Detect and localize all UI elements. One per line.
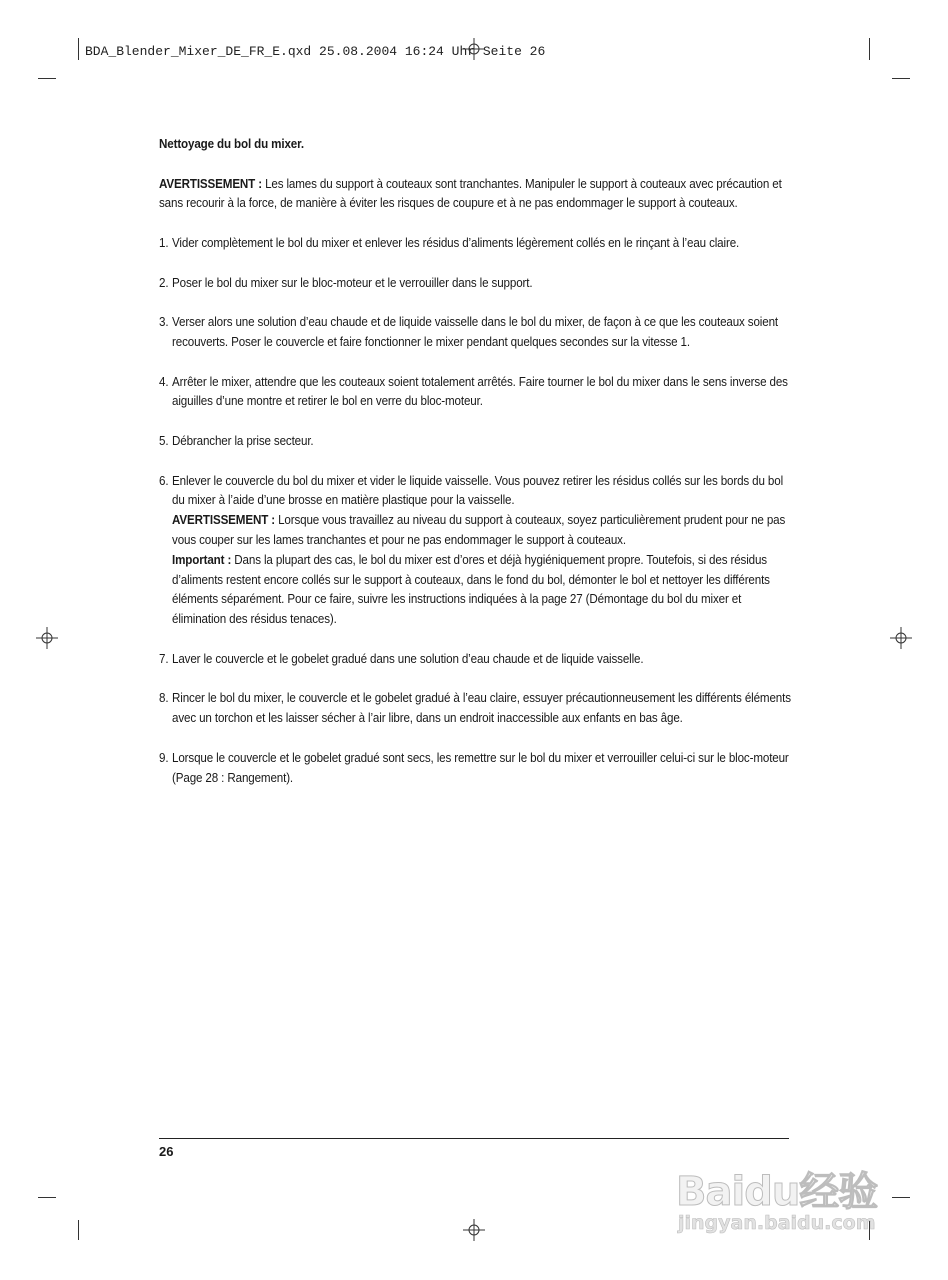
footer-divider (159, 1138, 789, 1139)
crop-mark (38, 1197, 56, 1198)
step-number: 2. (159, 275, 169, 290)
important-label: Important : (172, 552, 232, 567)
step-number: 6. (159, 473, 169, 488)
step-text: Lorsque le couvercle et le gobelet gradué sont secs, les remettre sur le bol du mixer et verrouiller celui-ci sur le bloc-moteur (Page 28 : Rangement). (172, 750, 789, 785)
list-item (159, 650, 791, 670)
list-item (159, 432, 791, 452)
step-text: Enlever le couvercle du bol du mixer et vider le liquide vaisselle. Vous pouvez retirer les résidus collés sur les bords du bol du mixer à l’aide d’une brosse en matière plastique pour la vaisselle. (172, 473, 784, 508)
warning-label: AVERTISSEMENT : (159, 176, 262, 191)
step-number: 7. (159, 651, 169, 666)
registration-mark-icon (463, 38, 485, 60)
cleaning-steps-list (159, 234, 791, 788)
step-number: 4. (159, 374, 169, 389)
list-item (159, 749, 791, 789)
watermark-logo-text: Baidu经验 (676, 1169, 878, 1215)
registration-mark-icon (463, 1219, 485, 1241)
step-number: 8. (159, 691, 169, 706)
list-item (159, 373, 791, 413)
step-text: Débrancher la prise secteur. (172, 433, 314, 448)
warning-paragraph (159, 175, 791, 215)
step-text: Vider complètement le bol du mixer et enlever les résidus d’aliments légèrement collés en le rinçant à l’eau claire. (172, 235, 740, 250)
registration-mark-icon (36, 627, 58, 649)
step-text: Verser alors une solution d’eau chaude et de liquide vaisselle dans le bol du mixer, de façon à ce que les couteaux soient recouverts. Poser le couvercle et faire fonctionner le mixer pendant quelques secondes sur la vitesse 1. (172, 315, 779, 349)
step-text: Laver le couvercle et le gobelet gradué dans une solution d’eau chaude et de liquide vaisselle. (172, 651, 644, 666)
list-item (159, 234, 791, 254)
page-content (159, 135, 791, 808)
step-number: 9. (159, 750, 169, 765)
step-number: 1. (159, 235, 169, 250)
warning-text: Lorsque vous travaillez au niveau du support à couteaux, soyez particulièrement prudent pour ne pas vous couper sur les lames tranchantes et pour ne pas endommager le support à couteaux. (172, 513, 786, 547)
list-item (159, 689, 791, 729)
step-text: Rincer le bol du mixer, le couvercle et le gobelet gradué à l’eau claire, essuyer précautionneusement les différents éléments avec un torchon et les laisser sécher à l’air libre, dans un endroit inaccessible aux enfants en bas âge. (172, 691, 791, 726)
warning-label: AVERTISSEMENT : (172, 513, 276, 528)
step-number: 3. (159, 315, 169, 330)
step-number: 5. (159, 433, 169, 448)
crop-mark (892, 78, 910, 79)
crop-mark (38, 78, 56, 79)
list-item (159, 472, 791, 630)
step-text: Poser le bol du mixer sur le bloc-moteur et le verrouiller dans le support. (172, 275, 533, 290)
watermark-url: jingyan.baidu.com (678, 1212, 876, 1234)
page-number: 26 (159, 1144, 174, 1159)
print-slug: BDA_Blender_Mixer_DE_FR_E.qxd 25.08.2004 16:24 Uhr Seite 26 (85, 44, 546, 59)
baidu-watermark (672, 1140, 902, 1250)
section-heading: Nettoyage du bol du mixer. (159, 137, 304, 151)
crop-mark (78, 1220, 79, 1240)
registration-mark-icon (890, 627, 912, 649)
step-text: Arrêter le mixer, attendre que les couteaux soient totalement arrêtés. Faire tourner le bol du mixer dans le sens inverse des aiguilles d’une montre et retirer le bol en verre du bloc-moteur. (172, 374, 788, 409)
list-item (159, 313, 791, 353)
crop-mark (869, 38, 870, 60)
list-item (159, 274, 791, 294)
warning-text: Les lames du support à couteaux sont tranchantes. Manipuler le support à couteaux avec précaution et sans recourir à la force, de manière à éviter les risques de coupure et à ne pas endommager le support à couteaux. (159, 176, 782, 211)
crop-mark (78, 38, 79, 60)
important-text: Dans la plupart des cas, le bol du mixer est d’ores et déjà hygiéniquement propre. Toutefois, si des résidus d’aliments restent encore collés sur le support à couteaux, dans le fond du bol, démonter le bol et nettoyer les différents éléments séparément. Pour ce faire, suivre les instructions indiquées à la page 27 (Démontage du bol du mixer et élimination des résidus tenaces). (172, 552, 770, 627)
